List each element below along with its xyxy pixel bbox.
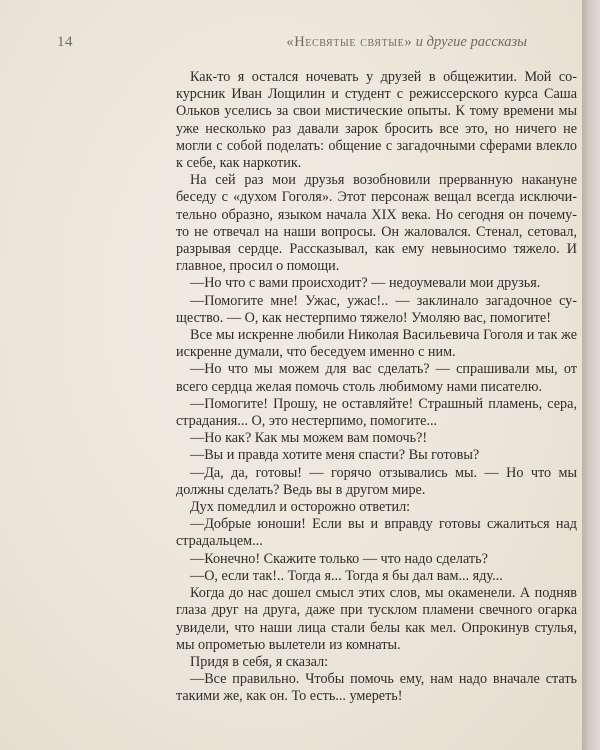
dialogue-line: —Но как? Как мы можем вам помочь?! <box>190 430 428 447</box>
running-title-caps: «Несвятые святые» <box>286 34 413 50</box>
paragraph: Придя в себя, я сказал: <box>190 653 329 670</box>
page-number: 14 <box>57 34 73 50</box>
dialogue-line: —О, если так!.. Тогда я... Тогда я бы дал вам... яду... <box>190 567 503 584</box>
paragraph: На сей раз мои друзья возобновили прерванную накануне беседу с «духом Гоголя». Этот персонаж вещал всегда исключи-тельно образно, языком начала XIX века. Но сегодня он почему-то не отвечал на наши вопросы. Он жаловался. Стенал, сетовал, разрывая сердце. Рассказывал, как ему невыносимо тяжело. И главное, просил о помощи. <box>176 172 577 275</box>
story-text <box>176 69 577 706</box>
dialogue-line: —Помогите! Прошу, не оставляйте! Страшный пламень, сера, страдания... О, это нестерпимо, помогите... <box>176 395 577 430</box>
dialogue-line: —Вы и правда хотите меня спасти? Вы готовы? <box>190 447 480 464</box>
dialogue-line: —Помогите мне! Ужас, ужас!.. — заклинало загадочное су-щество. — О, как нестерпимо тяжело! Умоляю вас, помогите! <box>176 292 577 326</box>
dialogue-line: —Но что с вами происходит? — недоумевали мои друзья. <box>190 275 541 292</box>
dialogue-line: —Все правильно. Чтобы помочь ему, нам надо вначале стать такими же, как он. То есть... умереть! <box>176 671 577 705</box>
paragraph: Как-то я остался ночевать у друзей в общежитии. Мой со-курсник Иван Лощилин и студент с режиссерского курса Саша Ольков уселись за свои мистические опыты. К тому времени мы уже несколько раз давали зарок бросить все это, но ничего не могли с собой поделать: общение с загадочными сферами влекло к себе, как наркотик. <box>176 69 577 172</box>
dialogue-line: —Конечно! Скажите только — что надо сделать? <box>190 550 488 567</box>
running-title <box>286 34 527 51</box>
paragraph: Дух помедлил и осторожно ответил: <box>190 499 411 516</box>
paragraph: Все мы искренне любили Николая Васильевича Гоголя и так же искренне думали, что беседуем именно с ним. <box>176 327 577 361</box>
dialogue-line: —Но что мы можем для вас сделать? — спрашивали мы, от всего сердца желая помочь столь любимому нами писателю. <box>176 361 577 395</box>
dialogue-line: —Да, да, готовы! — горячо отзывались мы. — Но что мы должны сделать? Ведь вы в другом мире. <box>176 464 577 498</box>
running-header <box>57 34 527 54</box>
dialogue-line: —Добрые юноши! Если вы и вправду готовы сжалиться над страдальцем... <box>176 516 577 550</box>
running-title-italic: и другие рассказы <box>415 34 527 50</box>
page-edge <box>582 0 600 750</box>
paragraph: Когда до нас дошел смысл этих слов, мы окаменели. А подняв глаза друг на друга, даже при тусклом пламени свечного огарка увидели, что наши лица стали белы как мел. Опрокинув стулья, мы опрометью вылетели из комнаты. <box>176 585 577 653</box>
